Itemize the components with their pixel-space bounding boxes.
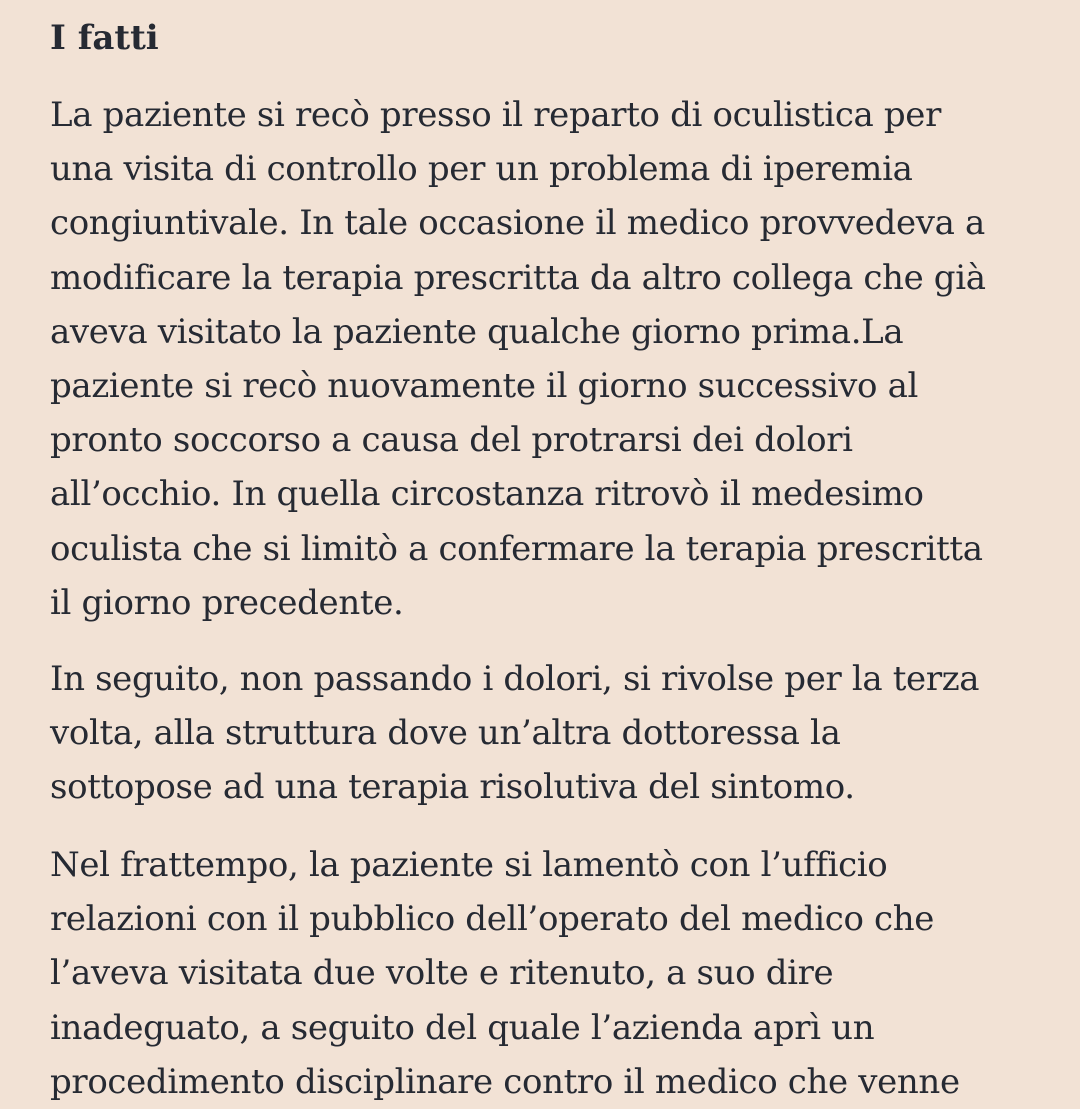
text-line: una visita di controllo per un problema di iperemia	[50, 149, 913, 190]
paragraph-facts-2	[50, 652, 979, 815]
text-line: relazioni con il pubblico dell’operato del medico che	[50, 899, 935, 940]
text-line: sottopose ad una terapia risolutiva del sintomo.	[50, 767, 855, 808]
text-line: aveva visitato la paziente qualche giorno prima.La	[50, 311, 904, 352]
text-line: paziente si recò nuovamente il giorno successivo al	[50, 365, 919, 406]
text-line: modificare la terapia prescritta da altro collega che già	[50, 257, 986, 298]
text-line: all’occhio. In quella circostanza ritrovò il medesimo	[50, 474, 924, 515]
paragraph-facts-3	[50, 838, 960, 1109]
text-line: pronto soccorso a causa del protrarsi dei dolori	[50, 420, 853, 461]
text-line: congiuntivale. In tale occasione il medico provvedeva a	[50, 203, 985, 244]
text-line: procedimento disciplinare contro il medico che venne	[50, 1061, 960, 1102]
section-heading: I fatti	[50, 18, 159, 58]
text-line: volta, alla struttura dove un’altra dottoressa la	[50, 713, 841, 754]
text-line: inadeguato, a seguito del quale l’azienda aprì un	[50, 1007, 875, 1048]
text-line: l’aveva visitata due volte e ritenuto, a suo dire	[50, 953, 834, 994]
text-line: In seguito, non passando i dolori, si rivolse per la terza	[50, 659, 980, 699]
text-line: La paziente si recò presso il reparto di oculistica per	[50, 95, 941, 135]
text-line: Nel frattempo, la paziente si lamentò con l’ufficio	[50, 845, 888, 885]
paragraph-facts-1	[50, 88, 986, 630]
text-line: il giorno precedente.	[50, 582, 404, 623]
text-line: oculista che si limitò a confermare la terapia prescritta	[50, 528, 983, 569]
